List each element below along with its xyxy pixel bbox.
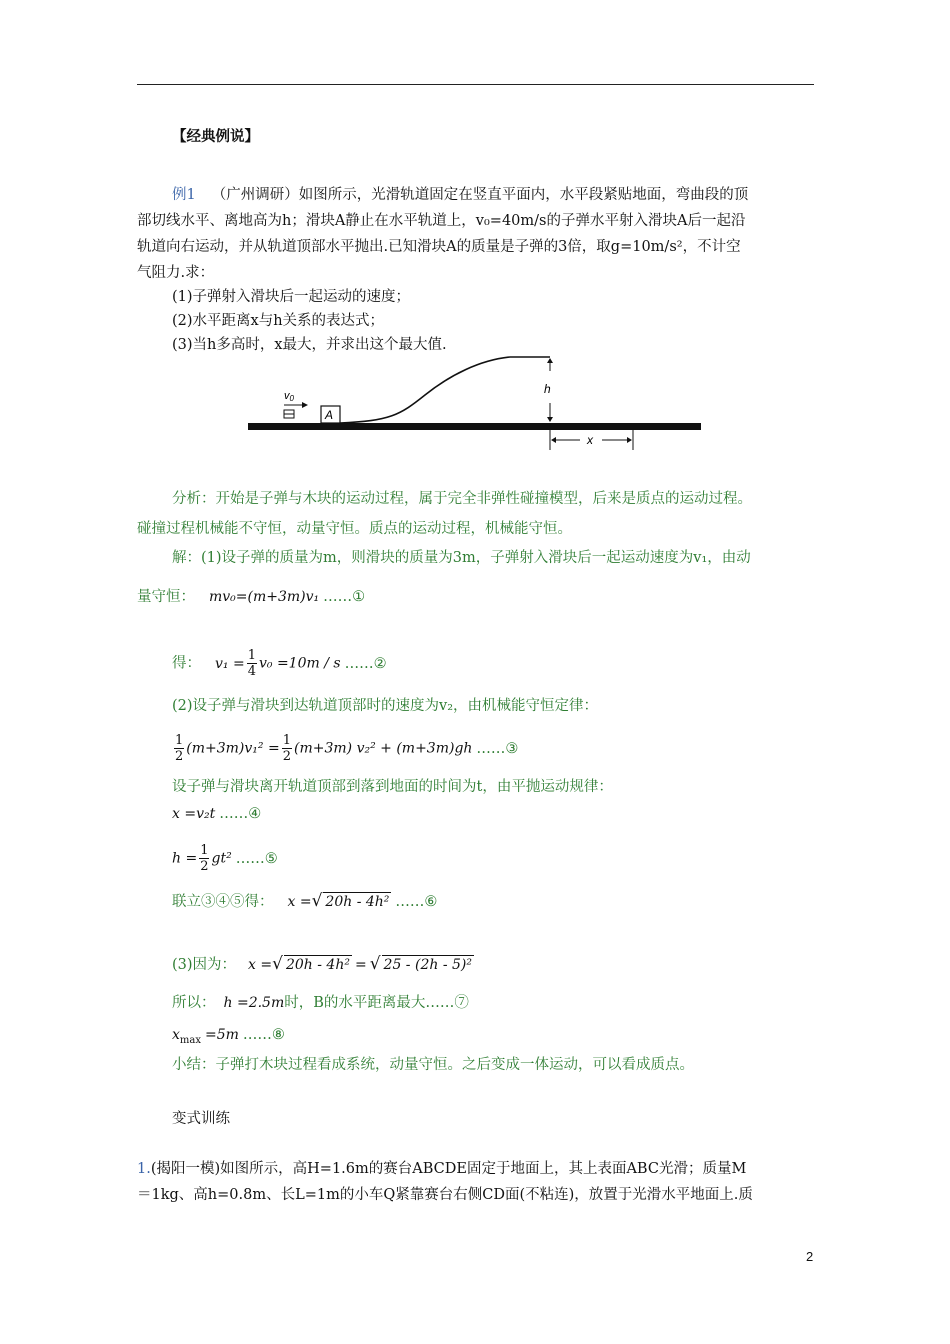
solution-eq-7: (3)因为： x =√ 20h - 4h² = √ 25 - (2h - 5)² [172,954,472,974]
solution-eq-8: 所以： h =2.5m时，B的水平距离最大……⑦ [172,995,469,1011]
problem-1-line-2: ＝1kg、高h=0.8m、长L=1m的小车Q紧靠赛台右侧CD面(不粘连)，放置于光滑水平地面上.质 [137,1187,753,1203]
x-label: x [587,433,593,447]
velocity-arrowhead [302,402,308,408]
block-a-label: A [325,408,334,422]
summary-line: 小结：子弹打木块过程看成系统，动量守恒。之后变成一体运动，可以看成质点。 [172,1057,694,1073]
v0-label: v0 [284,390,294,403]
question-3: (3)当h多高时，x最大，并求出这个最大值. [172,337,447,353]
analysis-line-2: 碰撞过程机械能不守恒，动量守恒。质点的运动过程，机械能守恒。 [137,521,572,537]
solution-line-1: 解：(1)设子弹的质量为m，则滑块的质量为3m，子弹射入滑块后一起运动速度为v₁，由动 [172,550,751,566]
solution-eq-3: $\frac{1}{2}$ (m+3m)v₁² = $\frac{1}{2}$ (m+3m) v₂² + (m+3m)gh ……③ [175,733,519,764]
solution-line-3: (2)设子弹与滑块到达轨道顶部时的速度为v₂，由机械能守恒定律： [172,698,599,714]
solution-eq-5: h = $\frac{1}{2}$ gt² ……⑤ [172,843,278,874]
variant-title: 变式训练 [172,1111,230,1127]
question-2: (2)水平距离x与h关系的表达式； [172,313,385,329]
equation-1: mv₀=(m+3m)v₁ [209,589,320,605]
section-heading: 【经典例说】 [172,128,259,145]
solution-eq-4: x =v₂t ……④ [172,806,262,822]
example-line-1: 例1 （广州调研）如图所示，光滑轨道固定在竖直平面内，水平段紧贴地面，弯曲段的顶 [172,187,749,203]
track-diagram [240,345,710,460]
ground-track [248,423,701,430]
example-line-4: 气阻力.求： [137,265,215,281]
question-1: (1)子弹射入滑块后一起运动的速度； [172,289,411,305]
example-line-3: 轨道向右运动，并从轨道顶部水平抛出.已知滑块A的质量是子弹的3倍，取g=10m/s²，不计空 [137,239,741,255]
page-number: 2 [806,1249,814,1264]
solution-eq-2: 得： v₁ = $\frac{1}{4}$ v₀ =10m / s ……② [172,648,387,679]
problem-1-line-1: 1.(揭阳一模)如图所示，高H=1.6m的赛台ABCDE固定于地面上，其上表面ABC光滑；质量M [137,1161,747,1177]
h-label: h [544,382,551,396]
analysis-line-1: 分析：开始是子弹与木块的运动过程，属于完全非弹性碰撞模型，后来是质点的运动过程。 [172,491,752,507]
header-rule [137,84,814,85]
solution-eq-9: $x_{max} =5m$ ……⑧ [172,1027,285,1046]
curved-track [340,357,550,423]
example-label: 例1 [172,187,196,203]
solution-eq-6: 联立③④⑤得： x =√ 20h - 4h² ……⑥ [172,891,438,911]
example-line-2: 部切线水平、离地高为h；滑块A静止在水平轨道上，v₀=40m/s的子弹水平射入滑块A后一起沿 [137,213,746,229]
solution-line-4: 设子弹与滑块离开轨道顶部到落到地面的时间为t，由平抛运动规律： [172,779,613,795]
solution-line-2: 量守恒： mv₀=(m+3m)v₁ ……① [137,589,366,605]
